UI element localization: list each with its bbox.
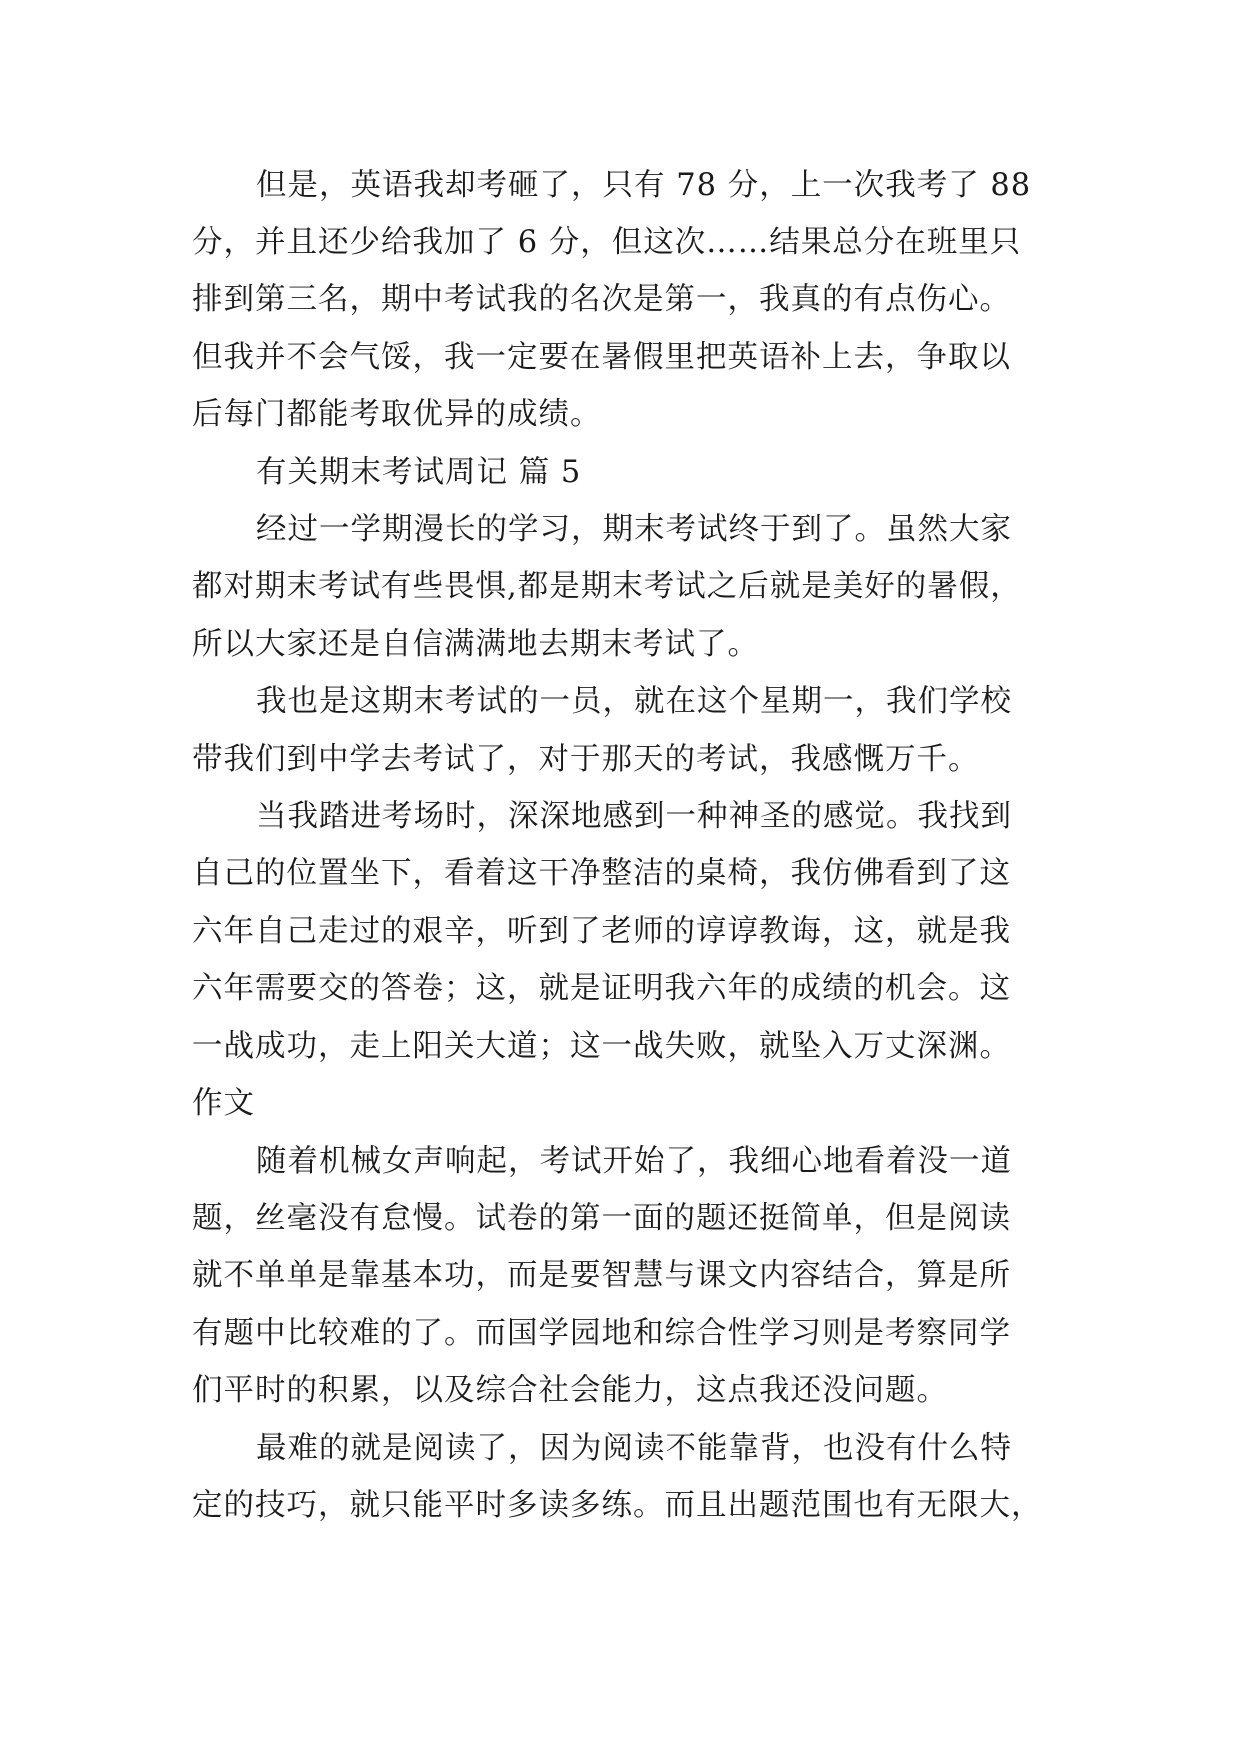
text-line: 但我并不会气馁，我一定要在暑假里把英语补上去，争取以 — [192, 340, 1011, 375]
text-line: 六年需要交的答卷；这，就是证明我六年的成绩的机会。这 — [192, 971, 1011, 1006]
text-line: 一战成功，走上阳关大道；这一战失败，就坠入万丈深渊。 — [192, 1029, 1011, 1064]
text-line: 后每门都能考取优异的成绩。 — [192, 397, 602, 432]
text-line: 最难的就是阅读了，因为阅读不能靠背，也没有什么特 — [256, 1431, 1012, 1466]
text-line: 定的技巧，就只能平时多读多练。而且出题范围也有无限大， — [192, 1488, 1043, 1523]
text-line: 题，丝毫没有怠慢。试卷的第一面的题还挺简单，但是阅读 — [192, 1201, 1011, 1236]
text-line: 带我们到中学去考试了，对于那天的考试，我感慨万千。 — [192, 742, 980, 777]
text-line: 就不单单是靠基本功，而是要智慧与课文内容结合，算是所 — [192, 1258, 1011, 1293]
text-line: 都对期末考试有些畏惧,都是期末考试之后就是美好的暑假， — [192, 569, 1022, 604]
text-line: 所以大家还是自信满满地去期末考试了。 — [192, 627, 759, 662]
text-line: 我也是这期末考试的一员，就在这个星期一，我们学校 — [256, 684, 1012, 719]
section-heading: 有关期末考试周记 篇 5 — [256, 455, 582, 490]
text-line: 自己的位置坐下，看着这干净整洁的桌椅，我仿佛看到了这 — [192, 856, 1011, 891]
text-line: 作文 — [192, 1086, 255, 1121]
text-line: 六年自己走过的艰辛，听到了老师的谆谆教诲，这，就是我 — [192, 914, 1011, 949]
text-line: 们平时的积累，以及综合社会能力，这点我还没问题。 — [192, 1373, 948, 1408]
text-line: 排到第三名，期中考试我的名次是第一，我真的有点伤心。 — [192, 282, 1011, 317]
text-line: 分，并且还少给我加了 6 分，但这次……结果总分在班里只 — [192, 225, 1022, 260]
text-line: 经过一学期漫长的学习，期末考试终于到了。虽然大家 — [256, 512, 1012, 547]
text-line: 但是，英语我却考砸了，只有 78 分，上一次我考了 88 — [256, 168, 1032, 203]
text-line: 当我踏进考场时，深深地感到一种神圣的感觉。我找到 — [256, 799, 1012, 834]
text-line: 有题中比较难的了。而国学园地和综合性学习则是考察同学 — [192, 1316, 1011, 1351]
text-line: 随着机械女声响起，考试开始了，我细心地看着没一道 — [256, 1144, 1012, 1179]
